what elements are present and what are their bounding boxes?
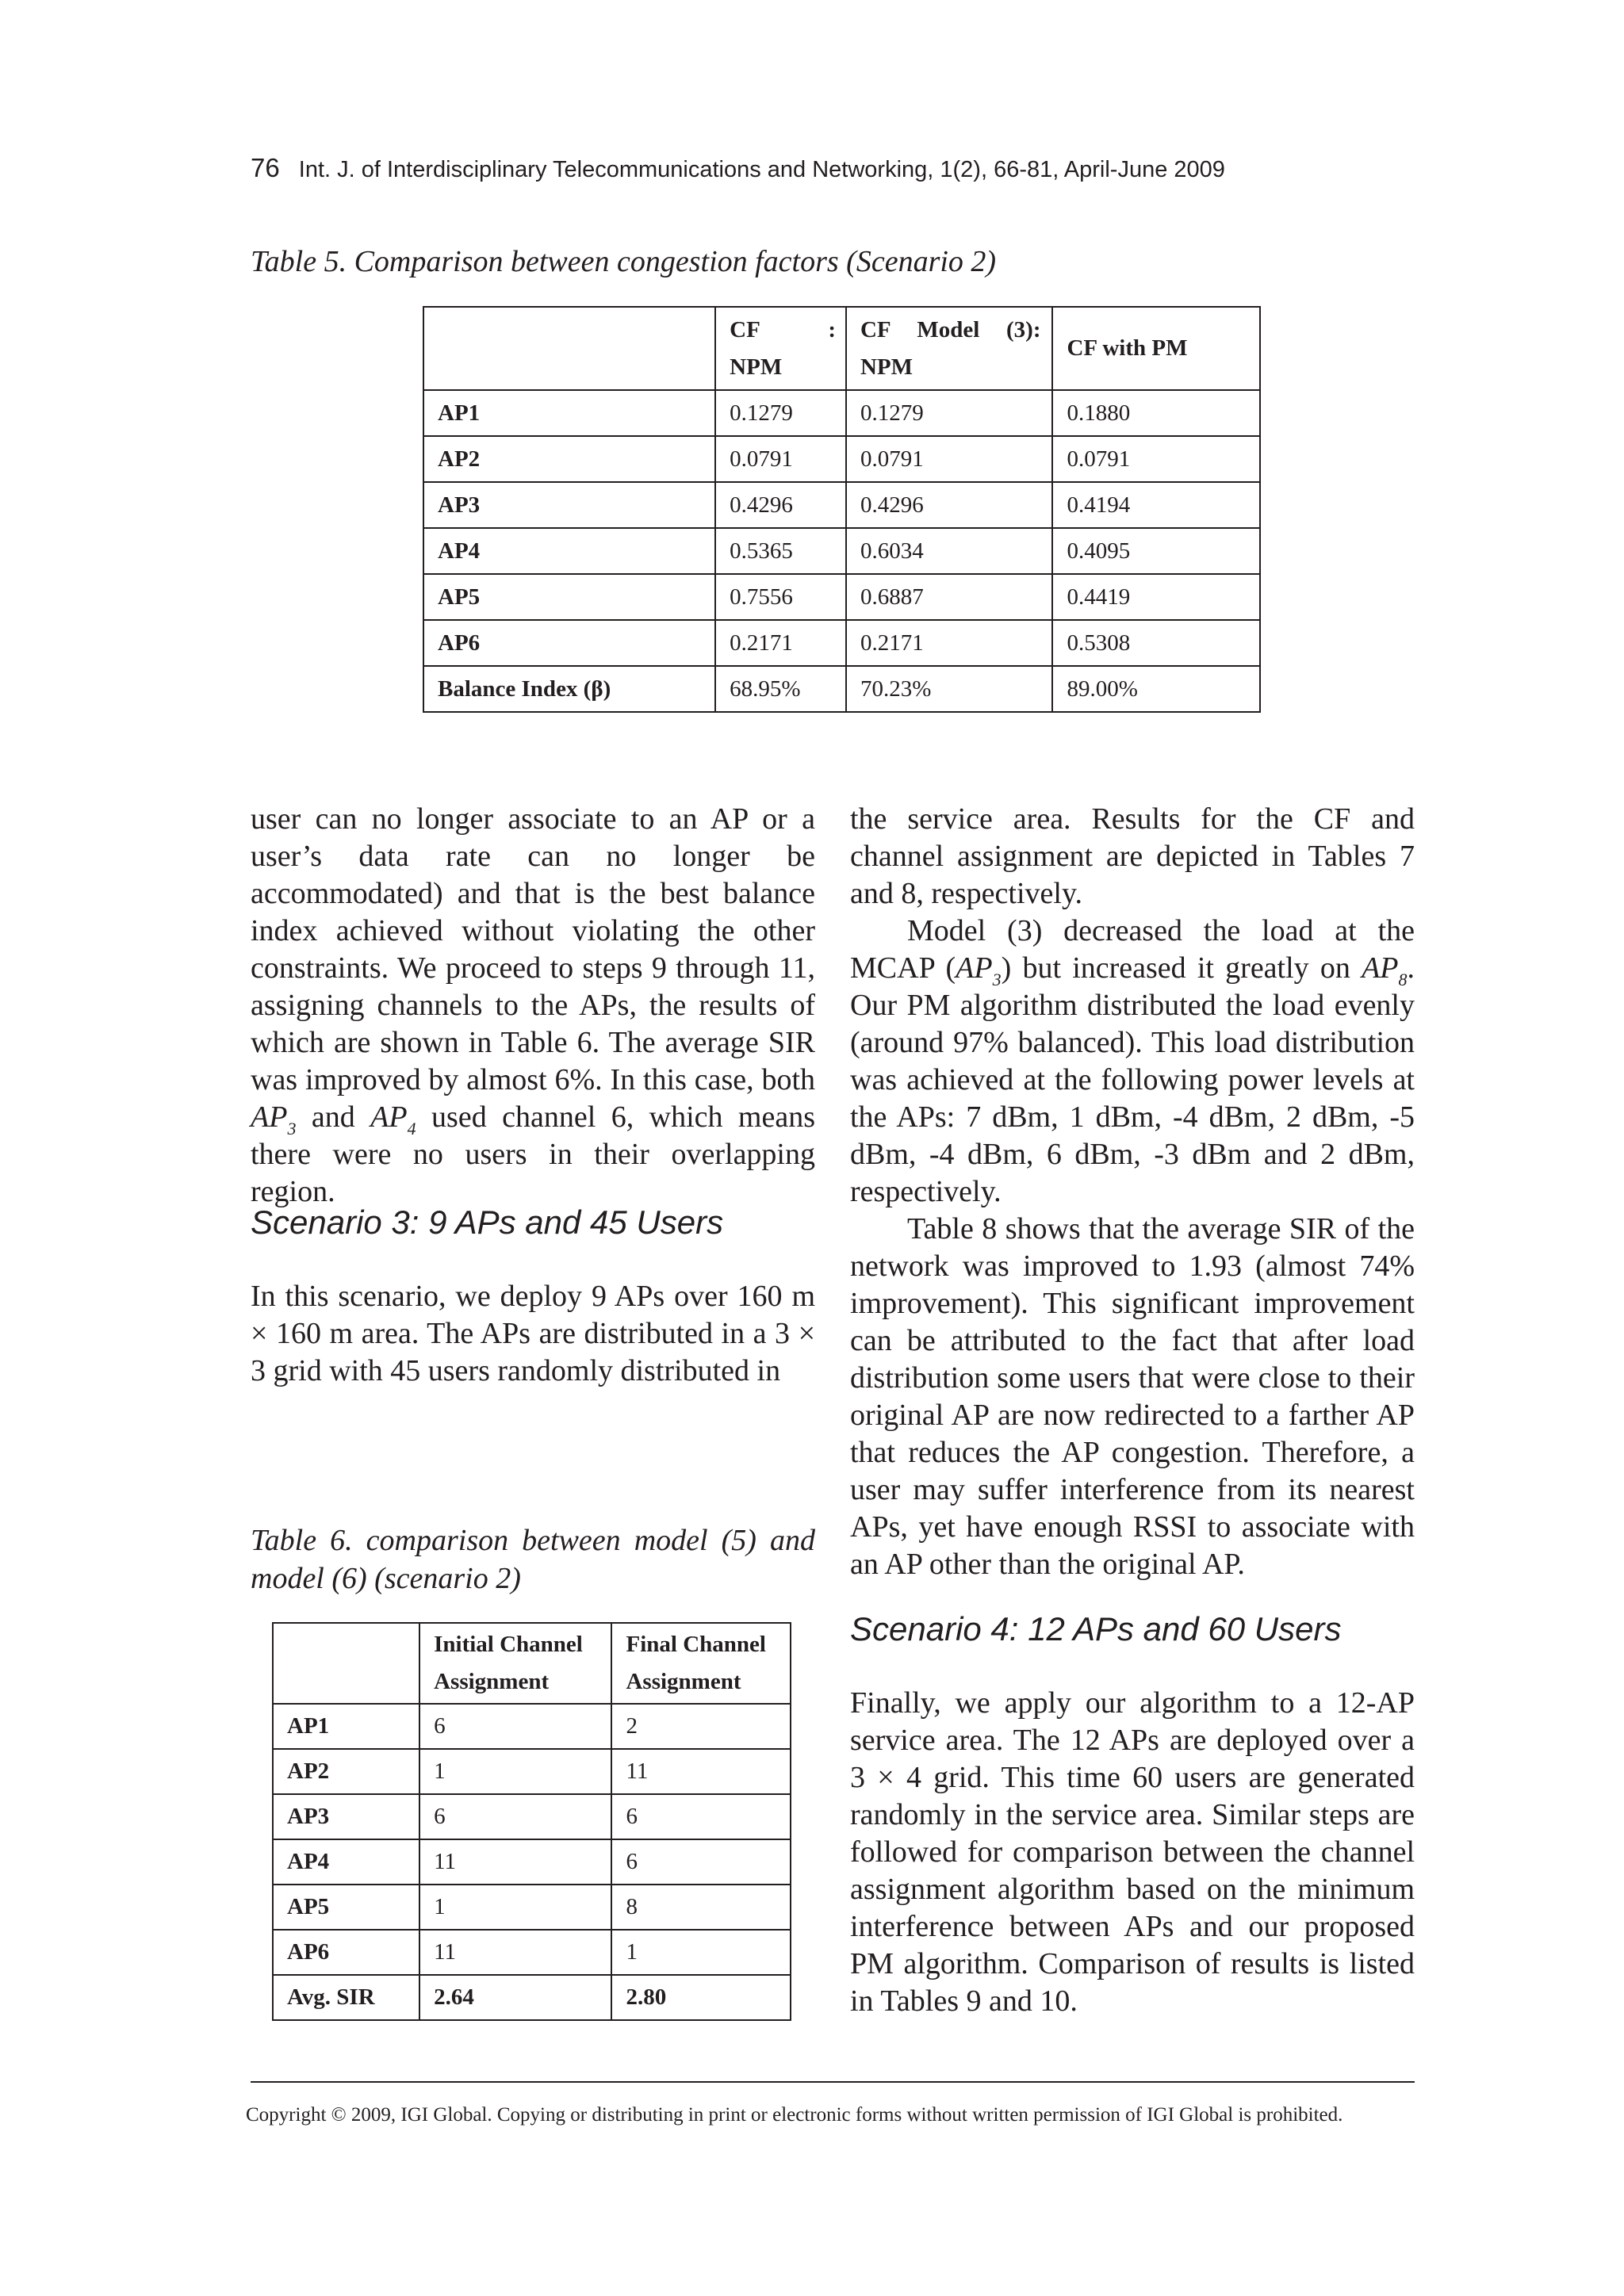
table-cell: 2.80 — [611, 1975, 791, 2020]
row-label: AP3 — [273, 1794, 419, 1839]
table-cell: 6 — [419, 1704, 611, 1749]
table-cell: 6 — [419, 1794, 611, 1839]
table-cell: 70.23% — [846, 666, 1053, 712]
table5-header-cell — [423, 307, 715, 390]
row-label: AP2 — [273, 1749, 419, 1794]
table-cell: 11 — [419, 1930, 611, 1975]
table-cell: 0.0791 — [1052, 436, 1260, 482]
table-cell: 0.7556 — [715, 574, 846, 620]
row-label: AP4 — [423, 528, 715, 574]
table5-header-cell: CF with PM — [1052, 307, 1260, 390]
right-paragraph-2: Model (3) decreased the load at the MCAP $(AP_3)$ but increased it greatly on $AP_8$. Our PM algorithm distributed the load evenly (around 97% balanced). This load distribution was achieved at the following power levels at the APs: 7 dBm, 1 dBm, -4 dBm, 2 dBm, -5 dBm, -4 dBm, 6 dBm, -3 dBm and 2 dBm, respectively. — [850, 914, 1415, 1208]
table6-header-cell: Final Channel Assignment — [611, 1623, 791, 1704]
scenario3-heading: Scenario 3: 9 APs and 45 Users — [251, 1203, 724, 1241]
table-cell: 0.4296 — [846, 482, 1053, 528]
table-row — [273, 1839, 791, 1885]
table-row — [273, 1885, 791, 1930]
copyright-notice: Copyright © 2009, IGI Global. Copying or distributing in print or electronic forms without written permission of IGI Global is prohibited. — [246, 2104, 1343, 2126]
table5-caption: Table 5. Comparison between congestion factors (Scenario 2) — [251, 245, 997, 278]
table-cell: 0.2171 — [846, 620, 1053, 666]
row-label: AP6 — [273, 1930, 419, 1975]
table-cell: 0.1880 — [1052, 390, 1260, 436]
row-label: AP5 — [273, 1885, 419, 1930]
table-row — [423, 482, 1260, 528]
table-cell: 0.4419 — [1052, 574, 1260, 620]
right-paragraph-4: Finally, we apply our algorithm to a 12-AP service area. The 12 APs are deployed over a 3 × 4 grid. This time 60 users are generated randomly in the service area. Similar steps are followed for comparison between the channel assignment algorithm based on the minimum interference between APs and our proposed PM algorithm. Comparison of results is listed in Tables 9 and 10. — [850, 1686, 1415, 2018]
table6-caption: Table 6. comparison between model (5) and model (6) (scenario 2) — [251, 1524, 815, 1595]
ap8-symbol: $AP_8$ — [1362, 951, 1408, 989]
row-label: AP1 — [273, 1704, 419, 1749]
scenario4-heading: Scenario 4: 12 APs and 60 Users — [850, 1610, 1342, 1647]
table-cell: 6 — [611, 1794, 791, 1839]
row-label: AP2 — [423, 436, 715, 482]
table-cell: 11 — [611, 1749, 791, 1794]
table-cell: 0.4095 — [1052, 528, 1260, 574]
table-cell: 0.2171 — [715, 620, 846, 666]
table5-header-cell: CF : NPM — [715, 307, 846, 390]
left-paragraph-2: In this scenario, we deploy 9 APs over 160 m × 160 m area. The APs are distributed in a 3 × 3 grid with 45 users randomly distributed in — [251, 1280, 815, 1387]
table-cell: 0.6034 — [846, 528, 1053, 574]
table-row — [423, 436, 1260, 482]
row-label: AP3 — [423, 482, 715, 528]
header-cf-npm: CF : — [730, 316, 836, 342]
right-paragraph-3: Table 8 shows that the average SIR of the network was improved to 1.93 (almost 74% improvement). This significant improvement can be attributed to the fact that after load distribution some users that were close to their original AP are now redirected to a farther AP that reduces the AP congestion. Therefore, a user may suffer interference from its nearest APs, yet have enough RSSI to associate with an AP other than the original AP. — [850, 1212, 1415, 1581]
table-row — [273, 1975, 791, 2020]
table5-header-row — [423, 307, 1260, 390]
table-cell: 0.4296 — [715, 482, 846, 528]
table-row — [423, 528, 1260, 574]
footer-rule — [251, 2081, 1415, 2083]
row-label: AP4 — [273, 1839, 419, 1885]
right-paragraph-1: the service area. Results for the CF and channel assignment are depicted in Tables 7 and 8, respectively. — [850, 802, 1415, 910]
table6-header-cell: Initial Channel Assignment — [419, 1623, 611, 1704]
ap4-symbol: $AP_4$ — [370, 1100, 416, 1138]
row-label: AP5 — [423, 574, 715, 620]
row-label: Balance Index (β) — [423, 666, 715, 712]
row-label: AP1 — [423, 390, 715, 436]
page-number: 76 — [251, 153, 280, 182]
table-cell: 1 — [419, 1885, 611, 1930]
table-cell: 1 — [419, 1749, 611, 1794]
table-row — [423, 574, 1260, 620]
table-cell: 1 — [611, 1930, 791, 1975]
table-cell: 0.5365 — [715, 528, 846, 574]
table-row — [423, 620, 1260, 666]
table-cell: 0.6887 — [846, 574, 1053, 620]
table-cell: 2 — [611, 1704, 791, 1749]
table-row — [273, 1749, 791, 1794]
table-row — [273, 1794, 791, 1839]
table5 — [423, 306, 1261, 713]
running-header — [251, 153, 1225, 183]
table6-header-cell — [273, 1623, 419, 1704]
row-label: Avg. SIR — [273, 1975, 419, 2020]
table-cell: 0.0791 — [846, 436, 1053, 482]
table-row — [423, 666, 1260, 712]
table6-header-row — [273, 1623, 791, 1704]
ap3-symbol: $AP_3$ — [956, 951, 1002, 989]
row-label: AP6 — [423, 620, 715, 666]
table-cell: 0.4194 — [1052, 482, 1260, 528]
table-cell: 0.1279 — [715, 390, 846, 436]
ap3-symbol: $AP_3$ — [251, 1100, 297, 1138]
table-row — [273, 1930, 791, 1975]
table-cell: 6 — [611, 1839, 791, 1885]
table-cell: 2.64 — [419, 1975, 611, 2020]
table-cell: 0.0791 — [715, 436, 846, 482]
left-column-text — [251, 801, 815, 1211]
table-row — [273, 1704, 791, 1749]
table-cell: 11 — [419, 1839, 611, 1885]
table-cell: 89.00% — [1052, 666, 1260, 712]
table5-header-cell: CF Model (3): NPM — [846, 307, 1053, 390]
table-cell: 0.5308 — [1052, 620, 1260, 666]
journal-title: Int. J. of Interdisciplinary Telecommunications and Networking, 1(2), 66-81, April-June 2009 — [298, 157, 1225, 182]
table-cell: 68.95% — [715, 666, 846, 712]
table-cell: 8 — [611, 1885, 791, 1930]
table-cell: 0.1279 — [846, 390, 1053, 436]
left-paragraph-1: user can no longer associate to an AP or a user’s data rate can no longer be accommodated) and that is the best balance index achieved without violating the other constraints. We proceed to steps 9 through 11, assigning channels to the APs, the results of which are shown in Table 6. The average SIR was improved by almost 6%. In this case, both $AP_3$ and $AP_4$ used channel 6, which means there were no users in their overlapping region. — [251, 802, 815, 1208]
table6 — [272, 1622, 791, 2021]
right-column-text — [850, 801, 1415, 1583]
table-row — [423, 390, 1260, 436]
